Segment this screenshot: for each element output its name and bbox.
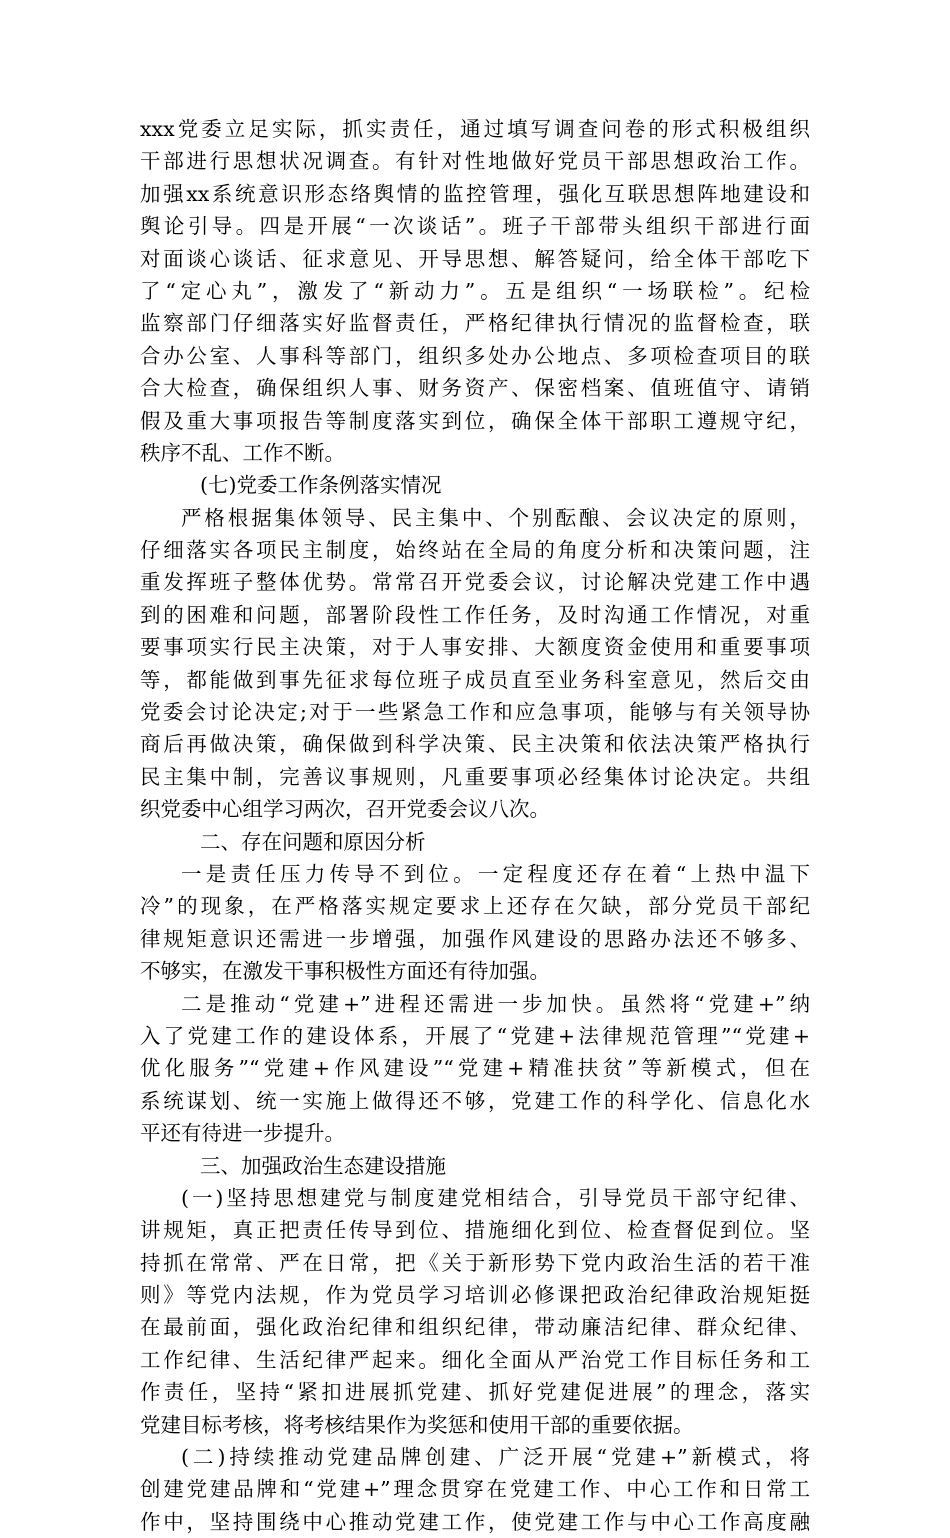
paragraph-first-line: (二)持续推动党建品牌创建、广泛开展“党建+”新模式，将	[181, 1445, 810, 1470]
text-line: 合办公室、人事科等部门，组织多处办公地点、多项检查项目的联	[140, 343, 810, 368]
text-line: 秩序不乱、工作不断。	[140, 440, 345, 465]
paragraph-first-line: (一)坚持思想建党与制度建党相结合，引导党员干部守纪律、	[181, 1185, 810, 1210]
text-line: 讲规矩，真正把责任传导到位、措施细化到位、检查督促到位。坚	[140, 1218, 810, 1243]
section-heading: 三、加强政治生态建设措施	[200, 1153, 446, 1178]
text-line: 干部进行思想状况调查。有针对性地做好党员干部思想政治工作。	[140, 149, 810, 174]
text-line: 入了党建工作的建设体系，开展了“党建+法律规范管理”“党建+	[140, 1023, 810, 1048]
text-line: 党建目标考核，将考核结果作为奖惩和使用干部的重要依据。	[140, 1412, 694, 1437]
text-line: 持抓在常常、严在日常，把《关于新形势下党内政治生活的若干准	[140, 1250, 810, 1275]
paragraph-first-line: 严格根据集体领导、民主集中、个别酝酿、会议决定的原则，	[181, 505, 810, 530]
text-line: 加强xx系统意识形态络舆情的监控管理，强化互联思想阵地建设和	[140, 181, 810, 206]
text-line: xxx党委立足实际，抓实责任，通过填写调查问卷的形式积极组织	[140, 117, 810, 141]
text-line: 平还有待进一步提升。	[140, 1121, 345, 1146]
text-line: 到的困难和问题，部署阶段性工作任务，及时沟通工作情况，对重	[140, 602, 810, 627]
text-line: 优化服务”“党建+作风建设”“党建+精准扶贫”等新模式，但在	[140, 1056, 810, 1081]
text-line: 监察部门仔细落实好监督责任，严格纪律执行情况的监督检查，联	[140, 311, 810, 336]
text-line: 舆论引导。四是开展“一次谈话”。班子干部带头组织干部进行面	[140, 214, 810, 239]
text-line: 创建党建品牌和“党建+”理念贯穿在党建工作、中心工作和日常工	[140, 1477, 810, 1502]
text-line: 合大检查，确保组织人事、财务资产、保密档案、值班值守、请销	[140, 376, 810, 401]
text-line: 重发挥班子整体优势。常常召开党委会议，讨论解决党建工作中遇	[140, 570, 810, 595]
text-line: 民主集中制，完善议事规则，凡重要事项必经集体讨论决定。共组	[140, 764, 810, 789]
text-line: 对面谈心谈话、征求意见、开导思想、解答疑问，给全体干部吃下	[140, 246, 810, 271]
text-line: 冷”的现象，在严格落实规定要求上还存在欠缺，部分党员干部纪	[140, 894, 810, 919]
text-line: 作责任，坚持“紧扣进展抓党建、抓好党建促进展”的理念，落实	[140, 1380, 810, 1405]
text-line: 不够实，在激发干事积极性方面还有待加强。	[140, 959, 550, 984]
text-line: 党委会讨论决定;对于一些紧急工作和应急事项，能够与有关领导协	[140, 700, 810, 725]
paragraph-first-line: 二是推动“党建+”进程还需进一步加快。虽然将“党建+”纳	[181, 991, 810, 1016]
text-line: 工作纪律、生活纪律严起来。细化全面从严治党工作目标任务和工	[140, 1347, 810, 1372]
text-line: 假及重大事项报告等制度落实到位，确保全体干部职工遵规守纪，	[140, 408, 810, 433]
text-line: 了“定心丸”，激发了“新动力”。五是组织“一场联检”。纪检	[140, 278, 810, 303]
section-heading: (七)党委工作条例落实情况	[200, 473, 442, 498]
text-line: 律规矩意识还需进一步增强，加强作风建设的思路办法还不够多、	[140, 926, 810, 951]
text-line: 仔细落实各项民主制度，始终站在全局的角度分析和决策问题，注	[140, 538, 810, 563]
text-line: 织党委中心组学习两次，召开党委会议八次。	[140, 797, 550, 822]
text-line: 在最前面，强化政治纪律和组织纪律，带动廉洁纪律、群众纪律、	[140, 1315, 810, 1340]
document-page	[140, 113, 810, 1538]
paragraph-first-line: 一是责任压力传导不到位。一定程度还存在着“上热中温下	[181, 861, 810, 886]
section-heading: 二、存在问题和原因分析	[200, 829, 426, 854]
text-line: 等，都能做到事先征求每位班子成员直至业务科室意见，然后交由	[140, 667, 810, 692]
text-line: 作中，坚持围绕中心推动党建工作，使党建工作与中心工作高度融	[140, 1509, 810, 1534]
text-line: 要事项实行民主决策，对于人事安排、大额度资金使用和重要事项	[140, 635, 810, 660]
text-line: 商后再做决策，确保做到科学决策、民主决策和依法决策严格执行	[140, 732, 810, 757]
text-line: 则》等党内法规，作为党员学习培训必修课把政治纪律政治规矩挺	[140, 1283, 810, 1308]
text-line: 系统谋划、统一实施上做得还不够，党建工作的科学化、信息化水	[140, 1088, 810, 1113]
